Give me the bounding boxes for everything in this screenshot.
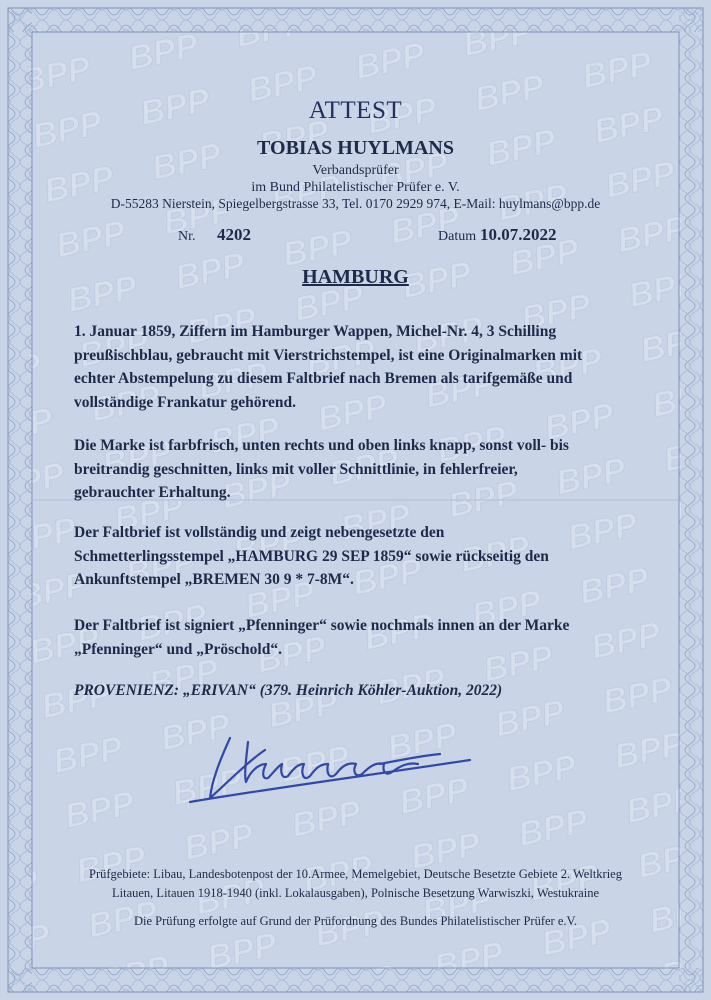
- paragraph-description: [74, 320, 654, 414]
- examiner-address: D-55283 Nierstein, Spiegelbergstrasse 33, Tel. 0170 2929 974, E-Mail: huylmans@bpp.de: [110, 196, 601, 211]
- paragraph-line: Die Marke ist farbfrisch, unten rechts und oben links knapp, sonst voll- bis: [74, 437, 569, 454]
- certificate-title: ATTEST: [308, 97, 403, 124]
- provenance-line: PROVENIENZ: „ERIVAN“ (379. Heinrich Köhler-Auktion, 2022): [74, 682, 503, 699]
- paragraph-line: 1. Januar 1859, Ziffern im Hamburger Wappen, Michel-Nr. 4, 3 Schilling: [74, 323, 557, 340]
- paragraph-line: echter Abstempelung zu diesem Faltbrief nach Bremen als tarifgemäße und: [74, 370, 573, 387]
- paragraph-line: Der Faltbrief ist signiert „Pfenninger“ sowie nochmals innen an der Marke: [74, 617, 570, 634]
- paragraph-cover: [74, 521, 654, 592]
- paragraph-line: gebrauchter Erhaltung.: [74, 484, 231, 501]
- examiner-association: im Bund Philatelistischer Prüfer e. V.: [251, 180, 460, 195]
- paragraph-line: Ankunftstempel „BREMEN 30 9 * 7-8M“.: [74, 571, 354, 588]
- examiner-role: Verbandsprüfer: [312, 163, 399, 178]
- examiner-name: TOBIAS HUYLMANS: [257, 137, 454, 159]
- paragraph-line: preußischblau, gebraucht mit Vierstrichstempel, ist eine Originalmarken mit: [74, 346, 583, 364]
- number-label: Nr.: [178, 229, 196, 244]
- paragraph-line: breitrandig geschnitten, links mit voller Schnittlinie, in fehlerfreier,: [74, 460, 518, 478]
- date-label: Datum: [438, 229, 477, 244]
- paragraph-line: „Pfenninger“ und „Pröschold“.: [74, 640, 282, 658]
- section-heading: HAMBURG: [302, 266, 409, 288]
- handwritten-signature: [170, 720, 500, 810]
- paragraph-line: vollständige Frankatur gehörend.: [74, 393, 297, 411]
- date-value: 10.07.2022: [480, 225, 557, 244]
- number-value: 4202: [217, 225, 251, 244]
- paragraph-signatures: [74, 614, 654, 661]
- paragraph-line: Der Faltbrief ist vollständig und zeigt nebengesetzte den: [74, 524, 445, 541]
- paragraph-condition: [74, 434, 654, 505]
- paragraph-line: Schmetterlingsstempel „HAMBURG 29 SEP 1859“ sowie rückseitig den: [74, 547, 549, 565]
- footer-expertise-line2: Litauen, Litauen 1918-1940 (inkl. Lokalausgaben), Polnische Besetzung Warwiszki, Westukraine: [112, 886, 599, 900]
- footer-expertise-line1: Prüfgebiete: Libau, Landesbotenpost der 10.Armee, Memelgebiet, Deutsche Besetzte Gebiete 2. Weltkrieg: [89, 867, 622, 881]
- footer-regulation-note: Die Prüfung erfolgte auf Grund der Prüfordnung des Bundes Philatelistischer Prüfer e.V.: [133, 914, 578, 928]
